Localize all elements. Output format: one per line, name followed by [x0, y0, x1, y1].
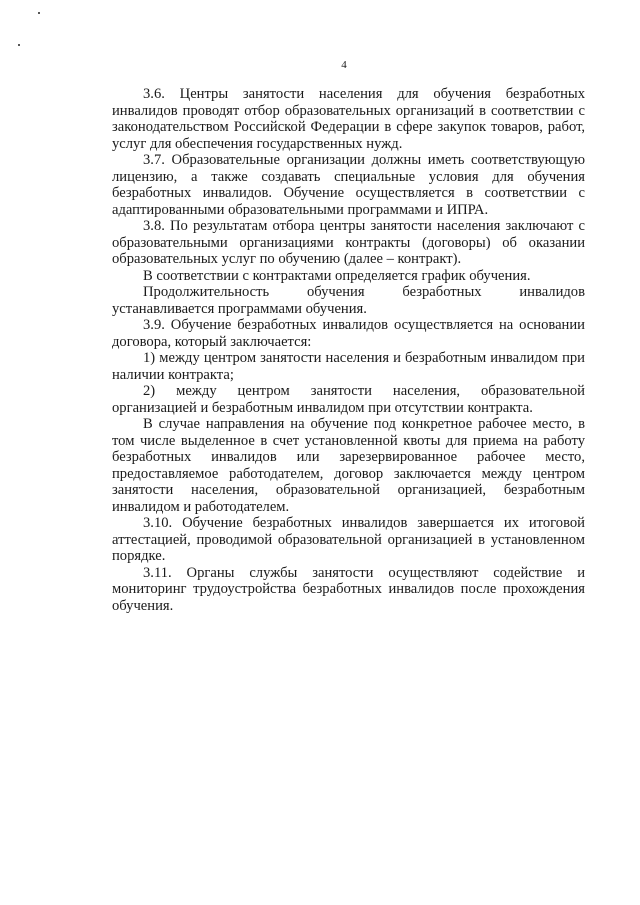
paragraph-item-2: 2) между центром занятости населения, образовательной организацией и безработным инвалидом при отсутствии контракта.	[112, 383, 585, 416]
paragraph-schedule: В соответствии с контрактами определяется график обучения.	[143, 267, 531, 284]
scan-speck	[38, 12, 40, 14]
paragraph-item-1: 1) между центром занятости населения и безработным инвалидом при наличии контракта;	[112, 350, 585, 383]
paragraph-3-8: 3.8. По результатам отбора центры занятости населения заключают с образовательными организациями контракты (договоры) об оказании образовательных услуг по обучению (далее – контракт).	[112, 218, 585, 267]
document-body	[112, 86, 585, 614]
paragraph-3-11: 3.11. Органы службы занятости осуществляют содействие и мониторинг трудоустройства безработных инвалидов после прохождения обучения.	[112, 564, 585, 614]
paragraph-3-10: 3.10. Обучение безработных инвалидов завершается их итоговой аттестацией, проводимой образовательной организацией в установленном порядке.	[112, 515, 585, 564]
paragraph-workplace: В случае направления на обучение под конкретное рабочее место, в том числе выделенное в счет установленной квоты для приема на работу безработных инвалидов или зарезервированное рабочее место, предоставляемое работодателем, договор заключается между центром занятости населения, образовательной организацией, безработным инвалидом и работодателем.	[112, 416, 585, 515]
page-number: 4	[341, 59, 347, 71]
paragraph-3-7: 3.7. Образовательные организации должны иметь соответствующую лицензию, а также создавать специальные условия для обучения безработных инвалидов. Обучение осуществляется в соответствии с адаптированными образовательными программами и ИПРА.	[112, 152, 585, 218]
paragraph-3-6: 3.6. Центры занятости населения для обучения безработных инвалидов проводят отбор образовательных организаций в соответствии с законодательством Российской Федерации в сфере закупок товаров, работ, услуг для обеспечения государственных нужд.	[112, 86, 585, 152]
paragraph-3-9: 3.9. Обучение безработных инвалидов осуществляется на основании договора, который заключается:	[112, 317, 585, 350]
scan-speck	[18, 44, 20, 46]
paragraph-duration: Продолжительность обучения безработных инвалидов устанавливается программами обучения.	[112, 284, 585, 317]
